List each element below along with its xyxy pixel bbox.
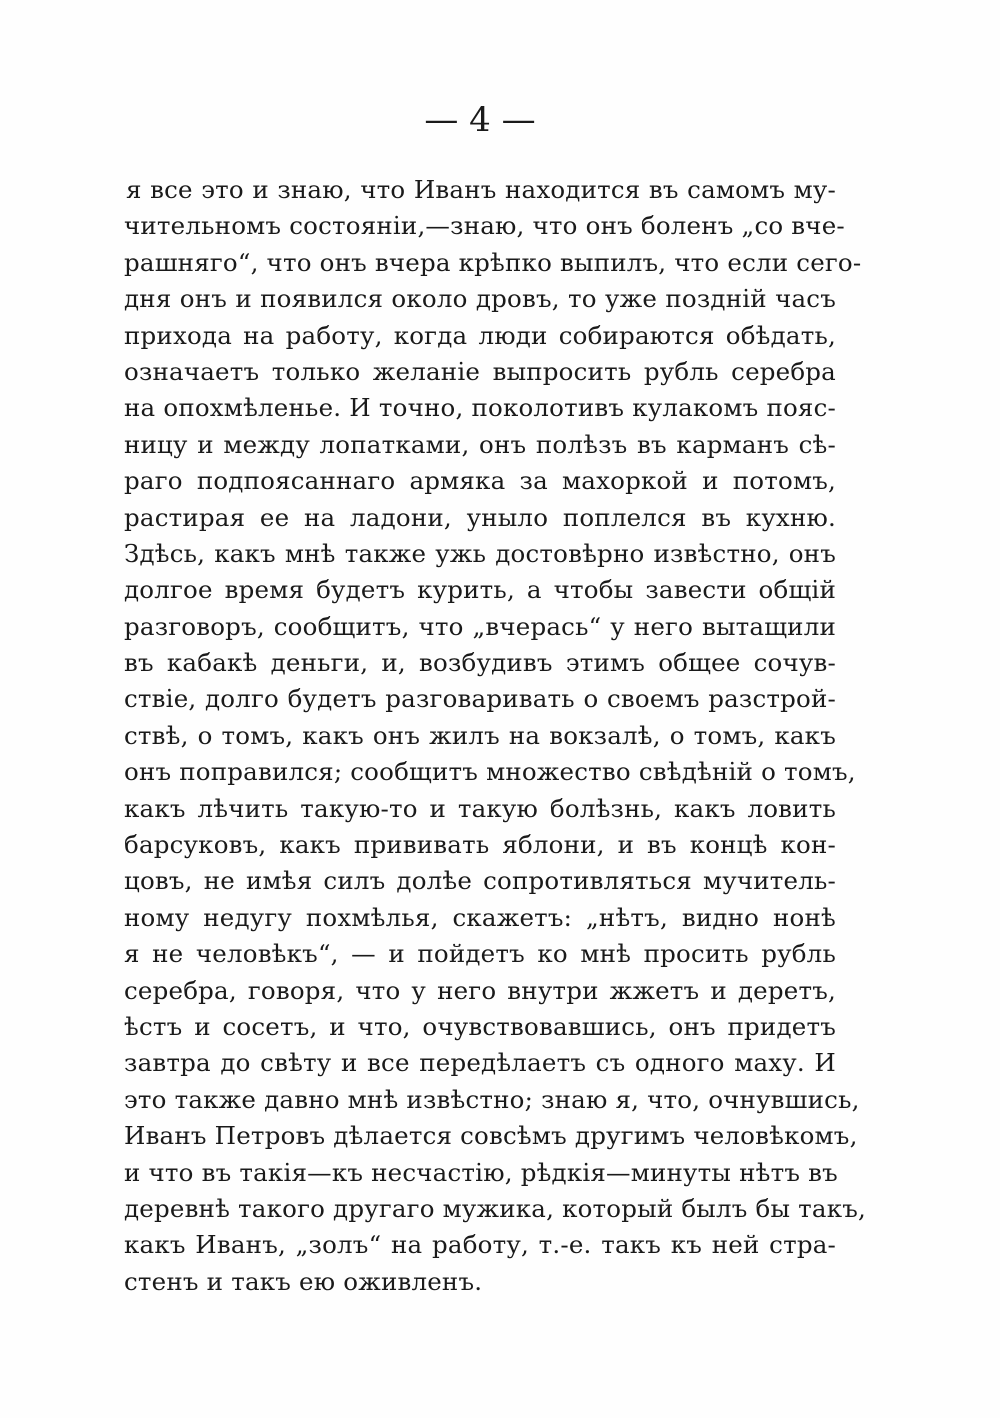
body-text <box>124 172 867 1300</box>
text-line: я все это и знаю, что Иванъ находится въ самомъ му- <box>126 175 836 204</box>
text-line: растирая ее на ладони, уныло поплелся въ кухню. <box>124 502 836 532</box>
text-line: какъ лѣчить такую-то и такую болѣзнь, какъ ловить <box>124 793 836 823</box>
text-line: цовъ, не имѣя силъ долѣе сопротивляться мучитель- <box>124 866 836 896</box>
text-line: Иванъ Петровъ дѣлается совсѣмъ другимъ человѣкомъ, <box>124 1121 858 1151</box>
page-number: — 4 — <box>424 100 536 140</box>
text-line: означаетъ только желаніе выпросить рубль серебра <box>124 356 836 386</box>
text-line: раго подпоясаннаго армяка за махоркой и потомъ, <box>124 466 836 496</box>
text-line: какъ Иванъ, „золъ“ на работу, т.-е. такъ къ ней стра- <box>124 1230 836 1260</box>
text-line: деревнѣ такого другаго мужика, который былъ бы такъ, <box>124 1193 867 1223</box>
text-line: долгое время будетъ курить, а чтобы завести общій <box>124 575 836 605</box>
text-line: на опохмѣленье. И точно, поколотивъ кулакомъ пояс- <box>124 393 836 423</box>
text-line: въ кабакѣ деньги, и, возбудивъ этимъ общее сочув- <box>124 648 836 678</box>
text-line: рашняго“, что онъ вчера крѣпко выпилъ, что если сего- <box>124 247 862 277</box>
text-line: я не человѣкъ“, — и пойдетъ ко мнѣ просить рубль <box>124 939 836 969</box>
text-line: Здѣсь, какъ мнѣ также ужь достовѣрно извѣстно, онъ <box>124 538 836 568</box>
text-line: стенъ и такъ ею оживленъ. <box>124 1266 483 1296</box>
text-line: ствіе, долго будетъ разговаривать о своемъ разстрой- <box>124 684 836 714</box>
text-line: прихода на работу, когда люди собираются обѣдать, <box>124 320 836 350</box>
text-line: дня онъ и появился около дровъ, то уже поздній часъ <box>124 284 836 314</box>
text-line: ствѣ, о томъ, какъ онъ жилъ на вокзалѣ, о томъ, какъ <box>124 720 836 750</box>
text-line: ницу и между лопатками, онъ полѣзъ въ карманъ сѣ- <box>124 429 836 459</box>
text-line: ному недугу похмѣлья, скажетъ: „нѣтъ, видно нонѣ <box>124 902 836 932</box>
text-line: онъ поправился; сообщитъ множество свѣдѣній о томъ, <box>124 757 856 787</box>
text-line: разговоръ, сообщитъ, что „вчерась“ у него вытащили <box>124 611 836 641</box>
text-line: барсуковъ, какъ прививать яблони, и въ концѣ кон- <box>124 830 836 860</box>
text-line: чительномъ состояніи,—знаю, что онъ боленъ „со вче- <box>124 211 845 241</box>
text-line: и что въ такія—къ несчастію, рѣдкія—минуты нѣтъ въ <box>124 1157 838 1187</box>
text-line: ѣстъ и сосетъ, и что, очувствовавшись, онъ придетъ <box>124 1011 836 1041</box>
text-line: это также давно мнѣ извѣстно; знаю я, что, очнувшись, <box>124 1084 860 1114</box>
text-line: серебра, говоря, что у него внутри жжетъ и деретъ, <box>124 975 836 1005</box>
text-line: завтра до свѣту и все передѣлаетъ съ одного маху. И <box>124 1048 836 1078</box>
